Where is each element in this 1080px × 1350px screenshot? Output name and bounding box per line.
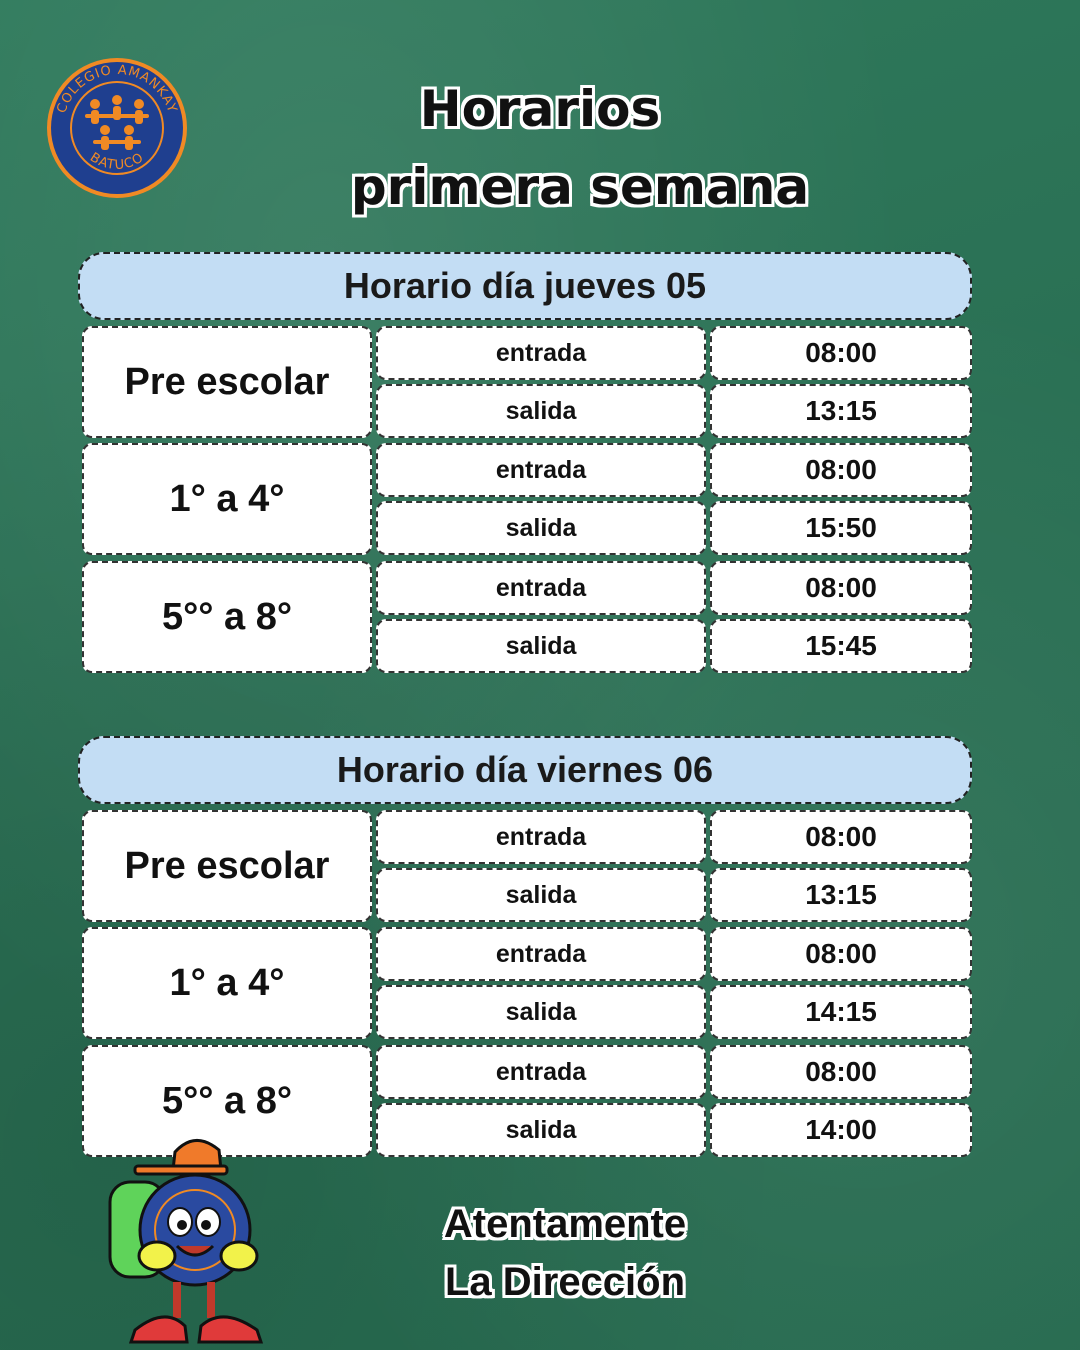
- row-time: 15:45: [710, 619, 972, 673]
- row-label: salida: [376, 619, 706, 673]
- row-label: entrada: [376, 326, 706, 380]
- group-preschool: [82, 326, 972, 438]
- group-label: 1° a 4°: [82, 443, 372, 555]
- group-label: 5°° a 8°: [82, 561, 372, 673]
- row-time: 13:15: [710, 868, 972, 922]
- row-label: salida: [376, 1103, 706, 1157]
- mascot-illustration: [95, 1130, 285, 1348]
- row-label: entrada: [376, 927, 706, 981]
- row-label: salida: [376, 985, 706, 1039]
- schedule-friday: [78, 736, 972, 1145]
- group-grades-5-8: [82, 561, 972, 673]
- row-time: 08:00: [710, 810, 972, 864]
- logo-top-text: COLEGIO AMANKAY: [54, 62, 180, 116]
- row-label: entrada: [376, 443, 706, 497]
- row-time: 13:15: [710, 384, 972, 438]
- group-label: 5°° a 8°: [82, 1045, 372, 1157]
- row-label: entrada: [376, 810, 706, 864]
- row-time: 08:00: [710, 561, 972, 615]
- group-grades-1-4: [82, 927, 972, 1039]
- row-time: 14:00: [710, 1103, 972, 1157]
- page-title-line2: primera semana: [350, 158, 810, 216]
- logo-bottom-text: BATUCO: [87, 150, 147, 174]
- group-label: 1° a 4°: [82, 927, 372, 1039]
- row-label: salida: [376, 384, 706, 438]
- group-label: Pre escolar: [82, 810, 372, 922]
- section-header: Horario día viernes 06: [78, 736, 972, 804]
- footer-closing: Atentamente: [443, 1202, 687, 1246]
- section-header: Horario día jueves 05: [78, 252, 972, 320]
- group-preschool: [82, 810, 972, 922]
- row-label: entrada: [376, 561, 706, 615]
- row-time: 08:00: [710, 443, 972, 497]
- row-label: salida: [376, 501, 706, 555]
- row-time: 08:00: [710, 927, 972, 981]
- row-label: entrada: [376, 1045, 706, 1099]
- row-time: 14:15: [710, 985, 972, 1039]
- row-time: 08:00: [710, 326, 972, 380]
- row-time: 15:50: [710, 501, 972, 555]
- group-grades-1-4: [82, 443, 972, 555]
- row-time: 08:00: [710, 1045, 972, 1099]
- group-label: Pre escolar: [82, 326, 372, 438]
- row-label: salida: [376, 868, 706, 922]
- footer-signature: La Dirección: [444, 1260, 686, 1304]
- schedule-thursday: [78, 252, 972, 661]
- page-title-line1: Horarios: [419, 80, 661, 138]
